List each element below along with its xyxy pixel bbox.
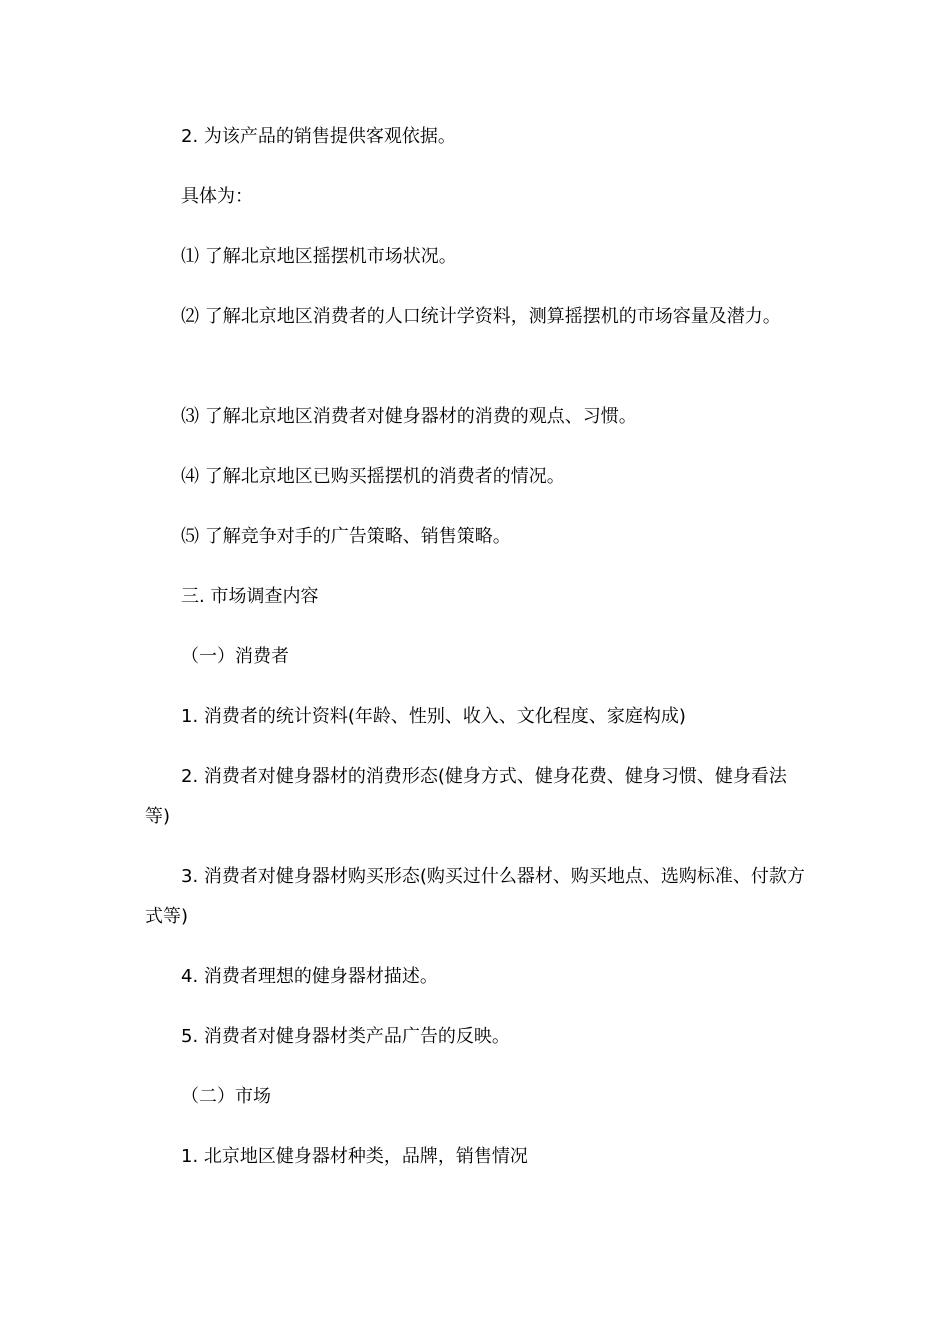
- paragraph-specific-3: ⑶ 了解北京地区消费者对健身器材的消费的观点、习惯。: [181, 406, 637, 427]
- paragraph-objective-2: 2. 为该产品的销售提供客观依据。: [181, 126, 456, 147]
- paragraph-specific-1: ⑴ 了解北京地区摇摆机市场状况。: [181, 246, 457, 267]
- paragraph-consumer-3: 3. 消费者对健身器材购买形态(购买过什么器材、购买地点、选购标准、付款方式等): [145, 866, 805, 927]
- paragraph-specific-5: ⑸ 了解竞争对手的广告策略、销售策略。: [181, 526, 511, 547]
- paragraph-specific-2: ⑵ 了解北京地区消费者的人口统计学资料，测算摇摆机的市场容量及潜力。: [181, 306, 781, 327]
- paragraph-consumer-1: 1. 消费者的统计资料(年龄、性别、收入、文化程度、家庭构成): [181, 706, 686, 727]
- paragraph-specific-4: ⑷ 了解北京地区已购买摇摆机的消费者的情况。: [181, 466, 565, 487]
- subsection-heading-consumers: （一）消费者: [181, 646, 289, 667]
- paragraph-specifics-heading: 具体为：: [181, 186, 253, 207]
- paragraph-consumer-4: 4. 消费者理想的健身器材描述。: [181, 966, 438, 987]
- subsection-heading-market: （二）市场: [181, 1086, 271, 1107]
- paragraph-consumer-5: 5. 消费者对健身器材类产品广告的反映。: [181, 1026, 510, 1047]
- section-heading-3: 三. 市场调查内容: [181, 586, 319, 607]
- paragraph-market-1: 1. 北京地区健身器材种类，品牌，销售情况: [181, 1146, 528, 1167]
- paragraph-consumer-2: 2. 消费者对健身器材的消费形态(健身方式、健身花费、健身习惯、健身看法等): [145, 766, 787, 827]
